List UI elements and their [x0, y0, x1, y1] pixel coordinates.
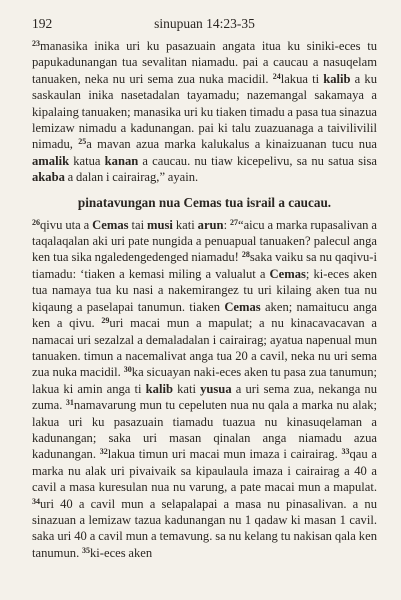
section-heading: pinatavungan nua Cemas tua israil a caucau.: [77, 194, 332, 210]
proper-name: kalib: [145, 381, 173, 396]
verse-number: 29: [101, 316, 110, 326]
verse-text: qau a marka nu alak uri pivaivaik sa kipaulaula imaza i cairairag a 40 a cavil a masa kuresulan nua nu varung, a pate macai mun a mapulat.: [32, 447, 377, 495]
verse-number: 27: [230, 217, 238, 227]
verse-text: manasika inika uri ku pasazuain angata itua ku siniki-eces tu papukadunangan tua sevalitan niamadu. pai a caucau a nasuqelam tanuaken, neka nu uri sema zua nuka macidil.: [32, 39, 377, 86]
verse-text: aken; namaitucu anga ken a qivu.: [32, 299, 377, 331]
proper-name: musi: [147, 217, 173, 232]
paragraph: [32, 38, 377, 186]
proper-name: kalib: [323, 71, 351, 86]
verse-text: ka sicuayan naki-eces aken tu pasa zua tanumun; lakua ki amin anga ti: [32, 365, 377, 396]
verse-number: 31: [65, 398, 74, 408]
verse-text: qivu uta a: [40, 217, 93, 232]
verse-text: a caucau. nu tiaw kicepelivu, sa nu satua sisa: [138, 153, 377, 168]
verse-number: 34: [32, 496, 40, 506]
proper-name: Cemas: [224, 299, 261, 314]
verse-number: 26: [32, 217, 40, 227]
body-text-lower: [32, 217, 377, 562]
proper-name: Cemas: [92, 217, 129, 232]
verse-number: 24: [272, 71, 281, 81]
verse-text: lakua ti: [280, 71, 324, 86]
verse-text: tai: [128, 217, 147, 232]
verse-number: 25: [78, 137, 87, 147]
verse-number: 23: [32, 39, 40, 48]
verse-text: kati: [172, 217, 198, 232]
verse-number: 32: [99, 447, 108, 457]
verse-text: a ku saskaulan inika nasetadalan tayamadu; nazemangal sakamaya a kipalaing tanuaken; manasika uri ku tiaken timadu a pasa tua sinazua lemizaw nimadu a kadunangan. pai ki talu zuazuanaga a taivilivilil nimadu,: [32, 71, 377, 152]
verse-text: ki-eces aken: [89, 545, 153, 560]
proper-name: amalik: [32, 153, 70, 168]
proper-name: kanan: [104, 153, 139, 168]
verse-number: 30: [123, 365, 132, 375]
body-text-upper: [32, 38, 377, 186]
verse-text: ; ki-eces aken tua namaya tua ku nasi a nakemirangez tu uri kilaing aken tua nu kiqaung a paselapai tanumun. tiaken: [32, 266, 377, 314]
verse-text: “aicu a marka rupasalivan a taqalaqalan aki uri pate nungida a penuapual tanuaken? palecul anga ken tua sika ngaledengedenged niamadu!: [32, 217, 377, 265]
verse-text: a mavan azua marka kalukalus a kinaizuanan tucu nua: [86, 137, 377, 152]
proper-name: Cemas: [269, 266, 306, 281]
verse-text: a uri sema zua, nekanga nu zuma.: [32, 381, 378, 413]
verse-number: 35: [81, 545, 90, 555]
verse-text: lakua timun uri macai mun imaza i cairairag.: [107, 447, 342, 462]
verse-text: namavarung mun tu cepeluten nua nu qala a marka nu alak; lakua uri ku pasazuain tiamadu tuazua nu kinasuqelaman a kadunangan; saka uri masan qinalan anga niamadu azua kadunangan.: [32, 398, 378, 462]
verse-text: a dalan i cairairag,” ayain.: [64, 170, 199, 185]
proper-name: yusua: [200, 381, 232, 396]
paragraph: [32, 217, 377, 562]
verse-text: uri macai mun a mapulat; a nu kinacavacavan a namacai uri sezalzal a demaladalan i cairairag; ayatua napenual mun tanuaken. timun a nacemalivat anga tua 20 a cavil, neka nu uri sema zua nuka macidil.: [32, 316, 377, 380]
verse-text: katua: [69, 153, 105, 168]
page-header: [32, 14, 377, 38]
running-head: sinupuan 14:23-35: [154, 16, 255, 31]
verse-text: saka vaiku sa nu qaqivu-i tiamadu: ‘tiaken a kemasi miling a valualut a: [32, 250, 377, 281]
verse-number: 33: [341, 447, 350, 457]
verse-text: uri 40 a cavil mun a selapalapai a masa nu pinasalivan. a nu sinazuan a lemizaw tazua kadunangan nu 1 qadaw ki masan 1 cavil. saka uri 40 a cavil mun a temavung. sa nu kelang tu nakisan qala ken tanumun.: [32, 496, 377, 560]
page-number: 192: [32, 16, 53, 31]
verse-text: kati: [172, 381, 201, 396]
verse-text: :: [223, 217, 230, 232]
proper-name: arun: [197, 217, 224, 232]
proper-name: akaba: [32, 170, 65, 185]
verse-number: 28: [241, 250, 250, 260]
